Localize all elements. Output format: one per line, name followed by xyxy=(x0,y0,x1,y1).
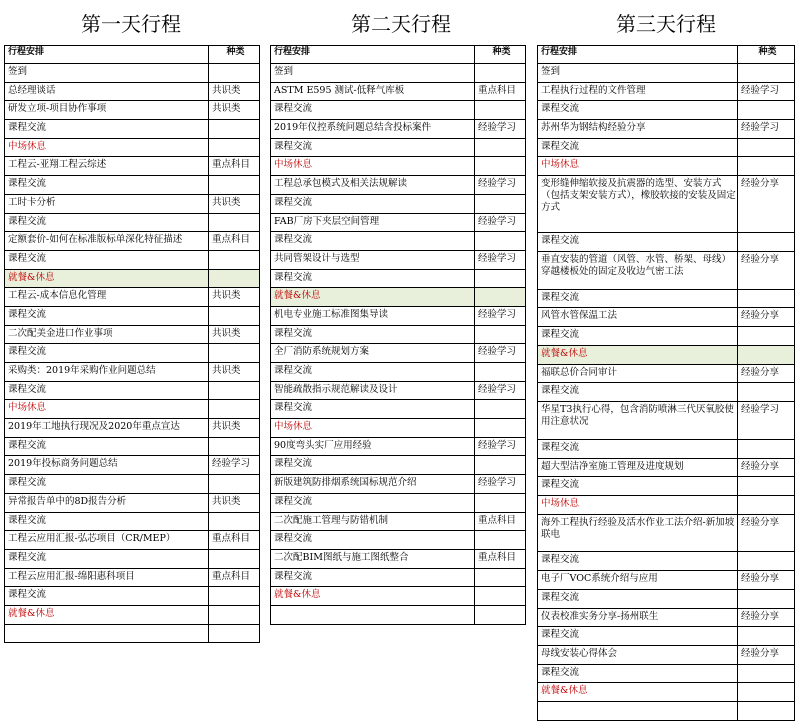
session-title: 苏州华为钢结构经验分享 xyxy=(538,120,738,139)
session-title: 风管水管保温工法 xyxy=(538,308,738,327)
session-category xyxy=(209,512,260,531)
session-category xyxy=(738,664,795,683)
session-title: 课程交流 xyxy=(538,664,738,683)
session-title: 二次配BIM图纸与施工图纸整合 xyxy=(271,549,475,568)
schedule-row xyxy=(538,401,795,439)
schedule-row xyxy=(5,306,260,325)
session-title: 就餐&休息 xyxy=(271,587,475,606)
session-title: 课程交流 xyxy=(538,138,738,157)
session-title: 就餐&休息 xyxy=(538,345,738,364)
schedule-row xyxy=(538,458,795,477)
header-category: 种类 xyxy=(209,46,260,64)
session-category xyxy=(209,138,260,157)
schedule-row xyxy=(271,549,526,568)
session-title: 2019年工地执行现况及2020年重点宣达 xyxy=(5,419,209,438)
schedule-row xyxy=(538,138,795,157)
meal-row xyxy=(5,269,260,288)
schedule-row xyxy=(538,664,795,683)
session-title: 课程交流 xyxy=(271,493,475,512)
session-title: 就餐&休息 xyxy=(271,288,475,307)
session-category xyxy=(475,64,526,83)
schedule-row xyxy=(5,512,260,531)
break-row xyxy=(5,138,260,157)
session-title: 课程交流 xyxy=(5,549,209,568)
session-category xyxy=(738,233,795,252)
day1-title: 第一天行程 xyxy=(81,12,181,36)
schedule-row xyxy=(5,531,260,550)
session-category xyxy=(209,306,260,325)
session-category: 共识类 xyxy=(209,493,260,512)
session-title: 课程交流 xyxy=(538,101,738,120)
session-title: 福联总价合同审计 xyxy=(538,364,738,383)
session-category: 重点科目 xyxy=(475,82,526,101)
session-category xyxy=(738,327,795,346)
session-title: 课程交流 xyxy=(5,512,209,531)
session-category xyxy=(475,531,526,550)
break-row xyxy=(271,419,526,438)
session-title: 课程交流 xyxy=(5,381,209,400)
session-category xyxy=(209,381,260,400)
session-category xyxy=(475,194,526,213)
session-title: 新版建筑防排烟系统国标规范介绍 xyxy=(271,475,475,494)
day3-schedule-table xyxy=(537,45,795,721)
schedule-row xyxy=(5,549,260,568)
session-title: 课程交流 xyxy=(271,568,475,587)
session-category: 重点科目 xyxy=(209,232,260,251)
session-title: 课程交流 xyxy=(5,306,209,325)
session-title: 工程总承包模式及相关法规解读 xyxy=(271,176,475,195)
session-title: 课程交流 xyxy=(271,101,475,120)
schedule-row xyxy=(5,120,260,139)
session-title: 二次配施工管理与防错机制 xyxy=(271,512,475,531)
session-title xyxy=(271,605,475,624)
schedule-row xyxy=(538,608,795,627)
schedule-row xyxy=(538,439,795,458)
session-category xyxy=(209,64,260,83)
break-row xyxy=(5,400,260,419)
schedule-row xyxy=(5,568,260,587)
schedule-row xyxy=(5,194,260,213)
schedule-row xyxy=(271,269,526,288)
session-category xyxy=(738,64,795,83)
schedule-row xyxy=(271,493,526,512)
schedule-row xyxy=(271,456,526,475)
session-category xyxy=(738,627,795,646)
session-title: 工程云-成本信息化管理 xyxy=(5,288,209,307)
day2-schedule-table xyxy=(270,45,526,625)
day2-title: 第二天行程 xyxy=(351,12,451,36)
session-category xyxy=(475,568,526,587)
schedule-row xyxy=(5,213,260,232)
session-category: 重点科目 xyxy=(209,531,260,550)
session-category: 经验学习 xyxy=(475,250,526,269)
session-title: 课程交流 xyxy=(271,138,475,157)
session-title: 就餐&休息 xyxy=(5,605,209,624)
session-title: ASTM E595 测试-低释气库板 xyxy=(271,82,475,101)
session-category: 经验分享 xyxy=(738,458,795,477)
session-title: 课程交流 xyxy=(5,176,209,195)
session-title: 课程交流 xyxy=(271,269,475,288)
session-category xyxy=(209,344,260,363)
schedule-row xyxy=(271,475,526,494)
schedule-row xyxy=(271,213,526,232)
session-title: 变形缝伸缩软接及抗震器的选型、安装方式（包括支架安装方式），橡胶软接的安装及固定方式 xyxy=(538,176,738,233)
session-category xyxy=(475,493,526,512)
schedule-row xyxy=(538,101,795,120)
session-category xyxy=(209,624,260,643)
session-title: 课程交流 xyxy=(5,437,209,456)
schedule-row xyxy=(271,363,526,382)
session-category: 重点科目 xyxy=(475,512,526,531)
session-title: FAB厂房下夹层空间管理 xyxy=(271,213,475,232)
schedule-row xyxy=(538,251,795,289)
session-title: 垂直安装的管道（风管、水管、桥架、母线）穿越楼板处的固定及收边气密工法 xyxy=(538,251,738,289)
session-title: 课程交流 xyxy=(5,587,209,606)
schedule-row xyxy=(5,157,260,176)
session-title: 课程交流 xyxy=(5,120,209,139)
session-category: 经验学习 xyxy=(738,120,795,139)
schedule-row xyxy=(5,587,260,606)
schedule-row xyxy=(271,437,526,456)
schedule-row xyxy=(271,512,526,531)
session-category: 经验分享 xyxy=(738,645,795,664)
session-category xyxy=(738,701,795,720)
header-item: 行程安排 xyxy=(271,46,475,64)
session-title: 二次配美金进口作业事项 xyxy=(5,325,209,344)
schedule-row xyxy=(5,64,260,83)
schedule-row xyxy=(538,701,795,720)
session-category: 重点科目 xyxy=(209,568,260,587)
meal-row xyxy=(538,345,795,364)
schedule-row xyxy=(271,101,526,120)
schedule-row xyxy=(271,138,526,157)
schedule-row xyxy=(5,82,260,101)
header-item: 行程安排 xyxy=(538,46,738,64)
session-category xyxy=(209,549,260,568)
session-title: 课程交流 xyxy=(271,400,475,419)
schedule-row xyxy=(5,419,260,438)
session-title: 机电专业施工标准图集导读 xyxy=(271,306,475,325)
session-category xyxy=(209,605,260,624)
session-category xyxy=(738,495,795,514)
session-category xyxy=(475,138,526,157)
schedule-row xyxy=(538,589,795,608)
session-title: 中场休息 xyxy=(538,495,738,514)
session-category xyxy=(475,269,526,288)
header-item: 行程安排 xyxy=(5,46,209,64)
session-title: 课程交流 xyxy=(271,194,475,213)
session-title: 课程交流 xyxy=(5,250,209,269)
session-title: 电子厂VOC系统介绍与应用 xyxy=(538,571,738,590)
session-title: 课程交流 xyxy=(538,327,738,346)
session-title: 中场休息 xyxy=(538,157,738,176)
session-title: 2019年仪控系统问题总结含投标案件 xyxy=(271,120,475,139)
header-row xyxy=(5,46,260,64)
session-title: 课程交流 xyxy=(5,344,209,363)
schedule-row xyxy=(538,645,795,664)
session-category xyxy=(738,683,795,702)
schedule-row xyxy=(538,289,795,308)
schedule-row xyxy=(5,232,260,251)
schedule-row xyxy=(538,364,795,383)
session-title: 课程交流 xyxy=(271,363,475,382)
session-category xyxy=(738,477,795,496)
session-title: 总经理谈话 xyxy=(5,82,209,101)
session-category: 经验学习 xyxy=(475,213,526,232)
session-title: 课程交流 xyxy=(538,289,738,308)
session-category xyxy=(475,363,526,382)
session-title xyxy=(5,624,209,643)
session-title: 工程云应用汇报-绵阳惠科项目 xyxy=(5,568,209,587)
session-category: 重点科目 xyxy=(209,157,260,176)
session-title: 签到 xyxy=(271,64,475,83)
session-category xyxy=(738,439,795,458)
schedule-row xyxy=(538,477,795,496)
schedule-row xyxy=(271,400,526,419)
schedule-row xyxy=(271,344,526,363)
session-category xyxy=(738,552,795,571)
session-category xyxy=(475,587,526,606)
schedule-row xyxy=(5,437,260,456)
meal-row xyxy=(538,683,795,702)
session-category: 经验分享 xyxy=(738,608,795,627)
header-category: 种类 xyxy=(475,46,526,64)
session-category: 共识类 xyxy=(209,325,260,344)
session-category xyxy=(475,456,526,475)
session-title: 2019年投标商务问题总结 xyxy=(5,456,209,475)
schedule-row xyxy=(271,306,526,325)
schedule-row xyxy=(538,308,795,327)
session-title: 课程交流 xyxy=(271,325,475,344)
session-category xyxy=(209,587,260,606)
session-title xyxy=(538,701,738,720)
schedule-row xyxy=(538,514,795,552)
schedule-row xyxy=(271,250,526,269)
session-title: 课程交流 xyxy=(5,475,209,494)
session-title: 工程云-亚翔工程云综述 xyxy=(5,157,209,176)
schedule-row xyxy=(5,101,260,120)
meal-row xyxy=(5,605,260,624)
session-category xyxy=(475,157,526,176)
schedule-row xyxy=(271,381,526,400)
session-category xyxy=(209,437,260,456)
schedule-row xyxy=(538,176,795,233)
session-title: 工程执行过程的文件管理 xyxy=(538,82,738,101)
schedule-row xyxy=(271,568,526,587)
schedule-row xyxy=(5,363,260,382)
session-category: 共识类 xyxy=(209,363,260,382)
session-title: 仪表校准实务分享-扬州联生 xyxy=(538,608,738,627)
session-title: 课程交流 xyxy=(271,232,475,251)
schedule-row xyxy=(5,176,260,195)
session-category: 共识类 xyxy=(209,82,260,101)
break-row xyxy=(538,157,795,176)
schedule-row xyxy=(538,383,795,402)
schedule-row xyxy=(5,344,260,363)
session-title: 异常报告单中的8D报告分析 xyxy=(5,493,209,512)
session-title: 中场休息 xyxy=(5,138,209,157)
session-category xyxy=(475,101,526,120)
schedule-row xyxy=(538,571,795,590)
schedule-row xyxy=(271,325,526,344)
header-row xyxy=(538,46,795,64)
schedule-row xyxy=(5,624,260,643)
schedule-row xyxy=(271,194,526,213)
session-title: 课程交流 xyxy=(538,439,738,458)
session-category: 经验学习 xyxy=(738,401,795,439)
session-category xyxy=(209,269,260,288)
schedule-row xyxy=(271,531,526,550)
schedule-row xyxy=(271,176,526,195)
session-category: 经验分享 xyxy=(738,514,795,552)
session-category: 共识类 xyxy=(209,194,260,213)
session-category xyxy=(209,475,260,494)
session-category: 经验学习 xyxy=(475,176,526,195)
session-title: 超大型洁净室施工管理及进度规划 xyxy=(538,458,738,477)
session-title: 全厂消防系统规划方案 xyxy=(271,344,475,363)
schedule-row xyxy=(538,233,795,252)
session-category xyxy=(738,138,795,157)
session-category: 经验学习 xyxy=(475,120,526,139)
session-title: 研发立项-项目协作事项 xyxy=(5,101,209,120)
session-title: 中场休息 xyxy=(271,419,475,438)
meal-row xyxy=(271,288,526,307)
schedule-row xyxy=(5,250,260,269)
day3-title: 第三天行程 xyxy=(616,12,716,36)
break-row xyxy=(538,495,795,514)
schedule-row xyxy=(5,288,260,307)
session-title: 课程交流 xyxy=(5,213,209,232)
session-title: 签到 xyxy=(5,64,209,83)
schedule-row xyxy=(5,493,260,512)
session-title: 采购类：2019年采购作业问题总结 xyxy=(5,363,209,382)
session-category: 经验分享 xyxy=(738,364,795,383)
header-category: 种类 xyxy=(738,46,795,64)
session-title: 华星T3执行心得，包含消防喷淋三代厌氧胶使用注意状况 xyxy=(538,401,738,439)
session-category xyxy=(738,345,795,364)
session-title: 海外工程执行经验及活水作业工法介绍-新加坡联电 xyxy=(538,514,738,552)
schedule-row xyxy=(5,325,260,344)
session-category xyxy=(475,288,526,307)
session-category xyxy=(209,213,260,232)
session-title: 90度弯头实厂应用经验 xyxy=(271,437,475,456)
session-category xyxy=(475,232,526,251)
session-category: 经验学习 xyxy=(738,82,795,101)
session-category: 经验学习 xyxy=(209,456,260,475)
session-title: 课程交流 xyxy=(271,531,475,550)
session-category xyxy=(475,605,526,624)
schedule-row xyxy=(538,64,795,83)
break-row xyxy=(271,157,526,176)
session-title: 课程交流 xyxy=(538,477,738,496)
session-title: 中场休息 xyxy=(5,400,209,419)
session-title: 课程交流 xyxy=(538,383,738,402)
session-category xyxy=(475,325,526,344)
schedule-row xyxy=(5,381,260,400)
session-category: 共识类 xyxy=(209,101,260,120)
session-category: 共识类 xyxy=(209,419,260,438)
session-title: 课程交流 xyxy=(271,456,475,475)
session-category xyxy=(738,101,795,120)
session-category: 经验学习 xyxy=(475,306,526,325)
session-category: 经验学习 xyxy=(475,437,526,456)
schedule-row xyxy=(271,120,526,139)
schedule-row xyxy=(271,232,526,251)
day1-schedule-table xyxy=(4,45,260,643)
session-title: 智能疏散指示规范解读及设计 xyxy=(271,381,475,400)
schedule-row xyxy=(538,552,795,571)
session-category xyxy=(209,400,260,419)
session-category xyxy=(475,419,526,438)
session-category xyxy=(475,400,526,419)
session-title: 课程交流 xyxy=(538,233,738,252)
session-category xyxy=(738,157,795,176)
session-category xyxy=(209,120,260,139)
schedule-row xyxy=(271,605,526,624)
schedule-row xyxy=(538,627,795,646)
header-row xyxy=(271,46,526,64)
schedule-row xyxy=(538,120,795,139)
session-category xyxy=(209,176,260,195)
session-category: 经验学习 xyxy=(475,475,526,494)
session-title: 课程交流 xyxy=(538,627,738,646)
session-title: 课程交流 xyxy=(538,552,738,571)
session-category: 经验分享 xyxy=(738,176,795,233)
schedule-row xyxy=(5,456,260,475)
session-title: 定额套价-如何在标准版标单深化特征描述 xyxy=(5,232,209,251)
session-category xyxy=(738,289,795,308)
schedule-row xyxy=(271,64,526,83)
session-title: 就餐&休息 xyxy=(5,269,209,288)
session-category: 经验学习 xyxy=(475,344,526,363)
session-category xyxy=(738,383,795,402)
session-title: 工程云应用汇报-弘芯项目（CR/MEP） xyxy=(5,531,209,550)
schedule-row xyxy=(5,475,260,494)
session-title: 签到 xyxy=(538,64,738,83)
session-category: 经验分享 xyxy=(738,571,795,590)
session-title: 共同管架设计与选型 xyxy=(271,250,475,269)
session-category xyxy=(738,589,795,608)
schedule-row xyxy=(538,82,795,101)
schedule-row xyxy=(271,82,526,101)
session-category xyxy=(209,250,260,269)
session-title: 就餐&休息 xyxy=(538,683,738,702)
session-category: 经验分享 xyxy=(738,251,795,289)
session-category: 经验学习 xyxy=(475,381,526,400)
meal-row xyxy=(271,587,526,606)
session-category: 重点科目 xyxy=(475,549,526,568)
schedule-row xyxy=(538,327,795,346)
session-title: 母线安装心得体会 xyxy=(538,645,738,664)
session-category: 共识类 xyxy=(209,288,260,307)
session-title: 工时卡分析 xyxy=(5,194,209,213)
session-category: 经验分享 xyxy=(738,308,795,327)
session-title: 中场休息 xyxy=(271,157,475,176)
session-title: 课程交流 xyxy=(538,589,738,608)
